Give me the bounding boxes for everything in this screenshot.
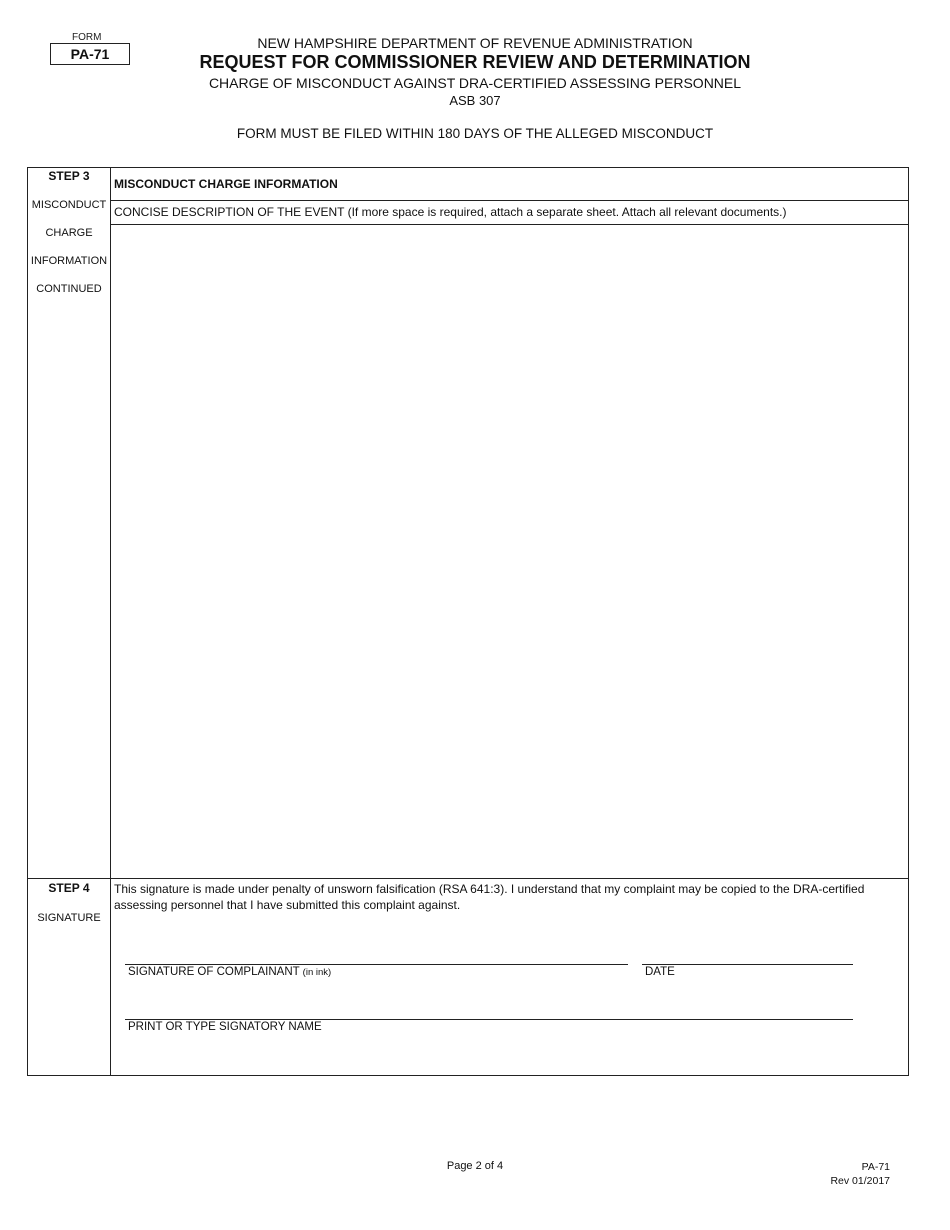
step3-side-line-1: MISCONDUCT <box>31 199 107 211</box>
signature-caption-text: SIGNATURE OF COMPLAINANT <box>128 966 300 978</box>
step3-label: STEP 3 <box>48 169 90 183</box>
step4-side-label: SIGNATURE <box>37 912 101 924</box>
form-label: FORM <box>72 32 102 43</box>
signature-caption <box>128 966 331 978</box>
step4-label: STEP 4 <box>48 881 90 895</box>
step3-side-line-4: CONTINUED <box>36 283 102 295</box>
page-subtitle: CHARGE OF MISCONDUCT AGAINST DRA-CERTIFIED ASSESSING PERSONNEL <box>208 75 742 91</box>
description-label: CONCISE DESCRIPTION OF THE EVENT (If more space is required, attach a separate sheet. Attach all relevant documents.) <box>114 205 787 219</box>
form-code: ASB 307 <box>449 93 501 108</box>
signature-line[interactable] <box>125 964 628 965</box>
date-caption: DATE <box>645 966 675 978</box>
page-title: REQUEST FOR COMMISSIONER REVIEW AND DETERMINATION <box>199 52 751 72</box>
filing-notice: FORM MUST BE FILED WITHIN 180 DAYS OF THE ALLEGED MISCONDUCT <box>236 126 714 141</box>
footer-revision: Rev 01/2017 <box>830 1175 890 1187</box>
row-divider-step4 <box>28 878 908 879</box>
agency-name: NEW HAMPSHIRE DEPARTMENT OF REVENUE ADMINISTRATION <box>257 35 693 51</box>
form-number-box: PA-71 <box>50 43 130 65</box>
section-title-misconduct: MISCONDUCT CHARGE INFORMATION <box>114 177 338 191</box>
name-caption: PRINT OR TYPE SIGNATORY NAME <box>128 1021 322 1033</box>
date-line[interactable] <box>642 964 853 965</box>
step3-side-line-3: INFORMATION <box>30 255 108 267</box>
description-field[interactable] <box>111 225 908 878</box>
signature-statement: This signature is made under penalty of unsworn falsification (RSA 641:3). I understand that my complaint may be copied to the DRA-certified assessing personnel that I have submitted this complaint against. <box>114 882 865 912</box>
name-line[interactable] <box>125 1019 853 1020</box>
page-number: Page 2 of 4 <box>446 1160 504 1172</box>
footer-form-info <box>780 1160 890 1188</box>
step3-side-line-2: CHARGE <box>45 227 93 239</box>
signature-caption-note: (in ink) <box>302 967 332 978</box>
row-divider-title <box>111 200 908 201</box>
footer-form-number: PA-71 <box>861 1161 890 1173</box>
